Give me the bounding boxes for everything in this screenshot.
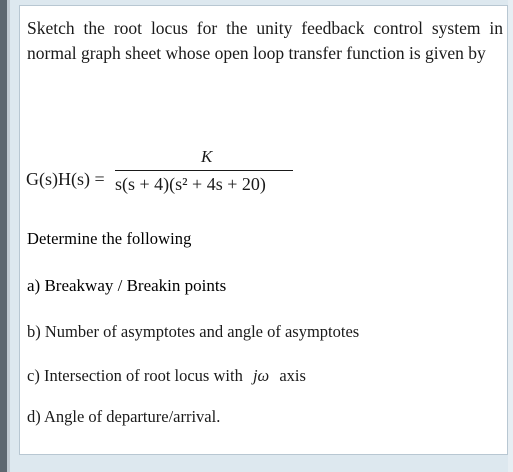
task-item-c — [27, 366, 306, 386]
fraction-bar — [115, 170, 293, 171]
task-item-d: d) Angle of departure/arrival. — [27, 407, 221, 426]
j-omega-symbol: jω — [252, 366, 270, 385]
tasks-heading: Determine the following — [27, 229, 192, 248]
left-border — [0, 0, 7, 472]
task-item-a: a) Breakway / Breakin points — [27, 276, 227, 295]
right-border — [508, 0, 513, 472]
task-item-c-suffix: axis — [279, 366, 306, 385]
problem-statement: Sketch the root locus for the unity feedback control system in normal graph sheet whose open loop transfer function is given by — [27, 18, 503, 63]
equation-lhs: G(s)H(s) = — [26, 169, 105, 189]
task-item-b: b) Number of asymptotes and angle of asymptotes — [27, 322, 360, 341]
question-panel — [19, 5, 508, 455]
equation-denominator: s(s + 4)(s² + 4s + 20) — [115, 174, 266, 194]
left-border-inner — [7, 0, 10, 472]
equation-numerator: K — [201, 147, 213, 166]
task-item-c-text: c) Intersection of root locus with — [27, 366, 243, 385]
